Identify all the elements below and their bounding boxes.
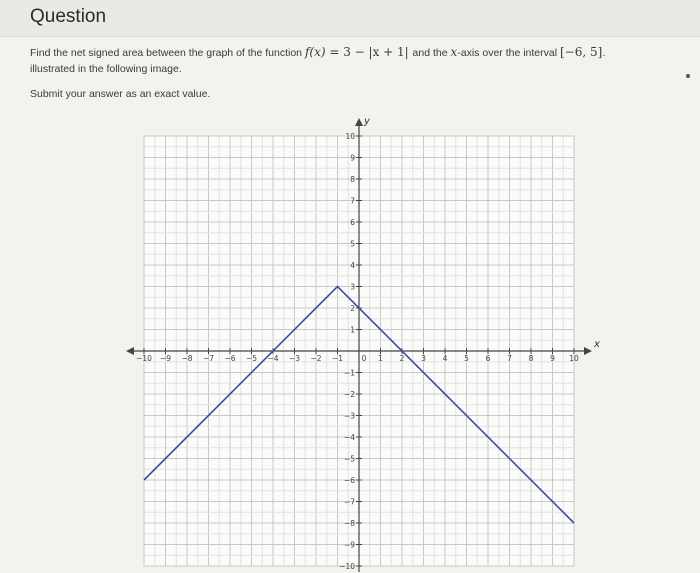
x-tick-label: −7 [202, 354, 215, 363]
function-name: f(x) [304, 45, 326, 59]
y-tick-label: −6 [343, 476, 355, 485]
x-tick-label: −6 [224, 354, 236, 363]
x-tick-label: 1 [378, 354, 383, 363]
x-tick-label: −1 [331, 354, 344, 363]
text-middle: and the [412, 47, 451, 59]
x-tick-label: 8 [528, 354, 534, 363]
text-line2: illustrated in the following image. [30, 63, 182, 75]
y-tick-label: 6 [350, 218, 355, 227]
x-axis-arrow-right [584, 347, 592, 355]
y-tick-label: 8 [350, 175, 355, 184]
y-tick-label: −5 [343, 454, 355, 464]
x-tick-label: −5 [245, 354, 258, 363]
y-tick-label: −4 [343, 433, 355, 442]
question-title: Question [30, 6, 107, 27]
y-tick-label: 4 [350, 261, 355, 270]
text-after: -axis over the interval [457, 47, 560, 59]
text-end: . [602, 47, 606, 59]
y-tick-label: 7 [350, 196, 355, 206]
function-equation: = 3 − |x + 1| [325, 45, 413, 59]
y-tick-label: −7 [343, 497, 355, 507]
y-tick-label: −3 [343, 411, 355, 421]
y-tick-label: −10 [339, 562, 355, 571]
x-tick-label: 6 [485, 354, 491, 363]
more-options-dot[interactable] [686, 74, 690, 78]
x-tick-label: 10 [569, 354, 579, 363]
y-axis-arrow-top [355, 118, 363, 126]
y-tick-label: 2 [350, 304, 355, 313]
x-tick-label: −8 [181, 354, 193, 363]
x-tick-label: −9 [159, 354, 172, 363]
x-tick-label: −10 [136, 354, 152, 363]
x-tick-label: 0 [361, 354, 367, 363]
x-tick-label: −3 [288, 354, 301, 363]
y-tick-label: 1 [350, 325, 355, 335]
y-axis-label: y [364, 116, 370, 127]
x-tick-label: 2 [399, 354, 405, 363]
y-tick-label: −8 [343, 519, 355, 528]
submit-instruction: Submit your answer as an exact value. [30, 88, 211, 100]
axis-variable: x [450, 45, 458, 59]
y-tick-label: −9 [343, 540, 355, 550]
y-tick-label: −1 [343, 368, 355, 378]
x-tick-label: 7 [507, 354, 512, 363]
x-tick-label: 9 [550, 354, 555, 363]
x-tick-label: −4 [267, 354, 279, 363]
x-tick-label: −2 [310, 354, 322, 363]
y-tick-label: 9 [350, 153, 355, 163]
y-tick-label: −2 [343, 390, 355, 399]
y-tick-label: 5 [350, 239, 355, 249]
x-axis-label: x [594, 339, 600, 350]
question-text [30, 44, 680, 77]
x-tick-label: 5 [464, 354, 469, 363]
x-axis-arrow-left [126, 347, 134, 355]
y-tick-label: 10 [345, 132, 355, 141]
text-before: Find the net signed area between the graph of the function [30, 47, 305, 59]
x-tick-label: 3 [421, 354, 426, 363]
interval: [−6, 5] [559, 45, 603, 59]
x-tick-label: 4 [442, 354, 448, 363]
y-tick-label: 3 [350, 282, 355, 292]
function-graph [120, 112, 600, 573]
